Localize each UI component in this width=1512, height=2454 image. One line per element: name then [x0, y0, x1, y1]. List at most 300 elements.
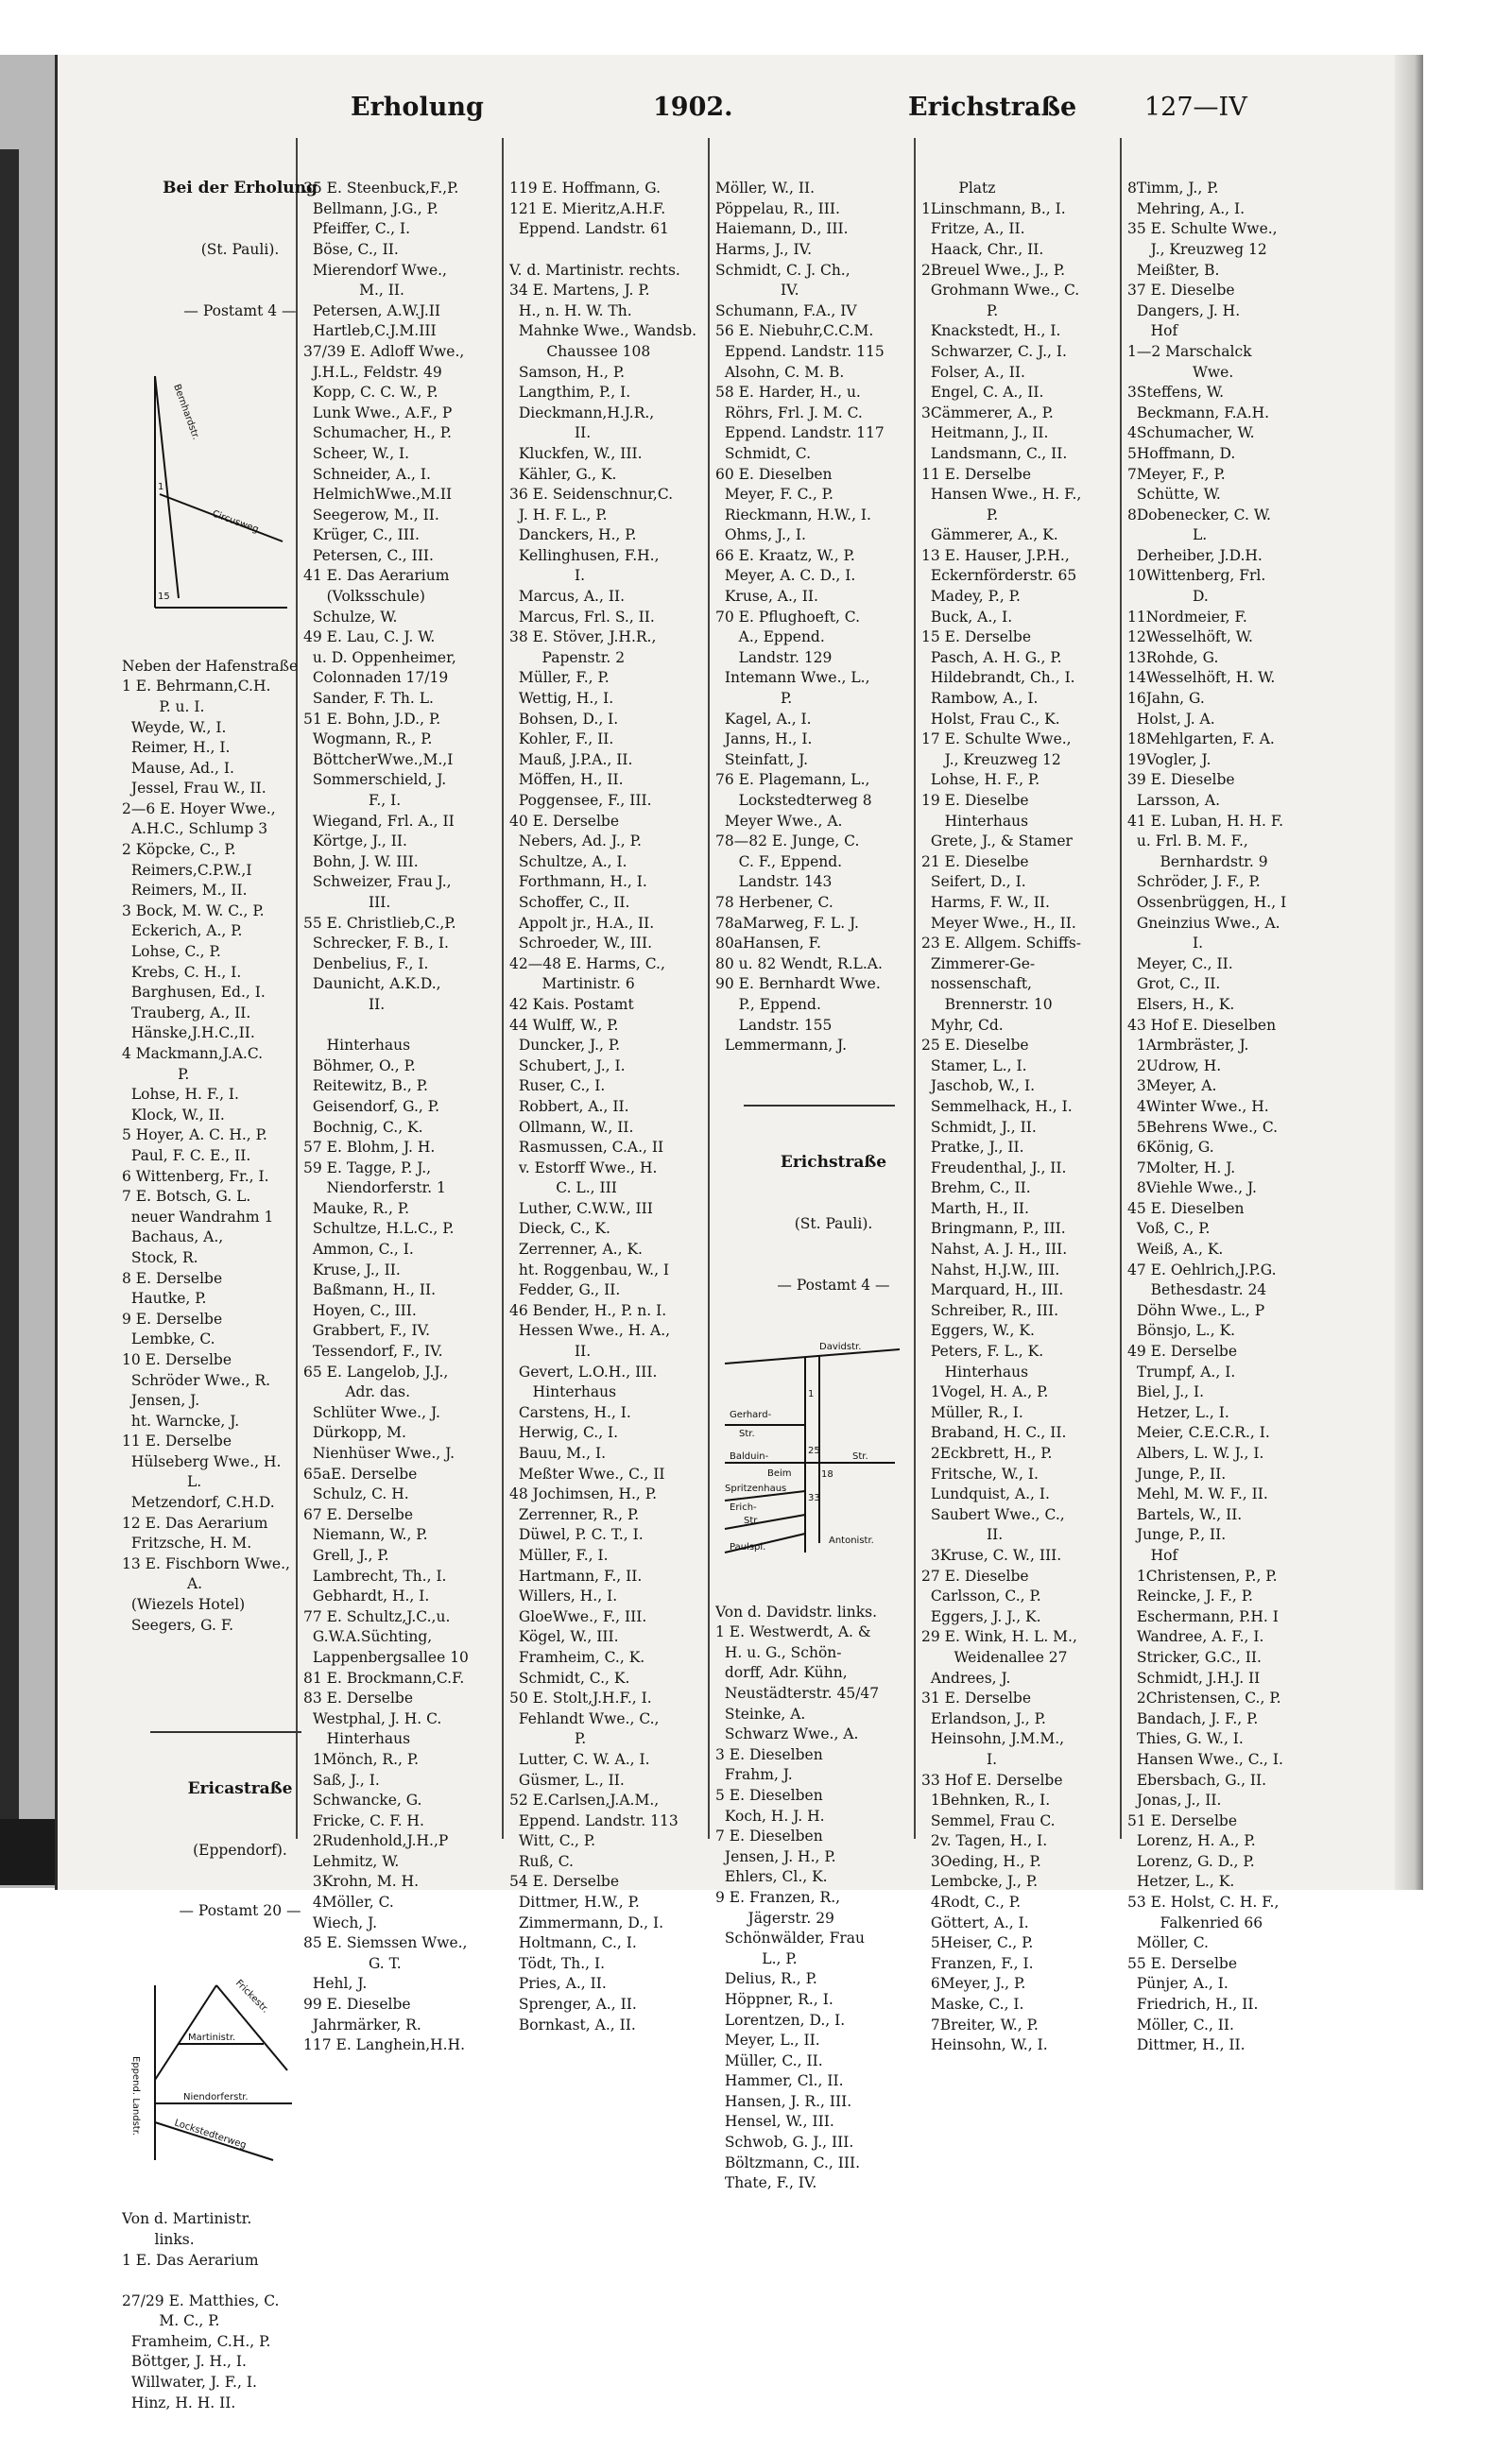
directory-entry: Schönwälder, Frau: [715, 1930, 865, 1948]
directory-entry: 8Timm, J., P.: [1127, 180, 1219, 197]
directory-entry: Wogmann, R., P.: [303, 730, 433, 748]
directory-entry: Bellmann, J.G., P.: [303, 199, 438, 217]
directory-entry: Eggers, W., K.: [921, 1322, 1035, 1340]
section-title: Erichstraße: [780, 1153, 887, 1173]
map-label: Martinistr.: [188, 2033, 236, 2044]
directory-entry: 31 E. Derselbe: [921, 1690, 1032, 1708]
directory-entry: Bethesdastr. 24: [1127, 1281, 1267, 1299]
directory-entry: (Wiezels Hotel): [122, 1596, 246, 1614]
directory-entry: Adr. das.: [303, 1383, 411, 1401]
directory-entry: Pratke, J., II.: [921, 1139, 1024, 1157]
directory-entry: Böttger, J. H., I.: [122, 2353, 247, 2371]
directory-entry: Holtmann, C., I.: [509, 1934, 637, 1952]
directory-entry: Neustädterstr. 45/47: [715, 1685, 880, 1702]
directory-entry: Dieckmann,H.J.R.,: [509, 403, 655, 421]
directory-entry: Eckernförderstr. 65: [921, 567, 1077, 585]
directory-entry: II.: [303, 995, 386, 1013]
directory-entry: III.: [303, 893, 391, 911]
directory-entry: 1Mönch, R., P.: [303, 1750, 420, 1768]
directory-entry: Marquard, H., III.: [921, 1281, 1064, 1299]
entries-block: [303, 179, 544, 2056]
directory-entry: 18Mehlgarten, F. A.: [1127, 730, 1275, 748]
directory-entry: Schumann, F.A., IV: [715, 301, 857, 319]
directory-entry: Framheim, C.H., P.: [122, 2332, 271, 2350]
directory-entry: Müller, F., P.: [509, 669, 610, 687]
directory-entry: 14Wesselhöft, H. W.: [1127, 669, 1276, 687]
directory-entry: Reimers,C.P.W.,I: [122, 861, 252, 879]
directory-entry: 42—48 E. Harms, C.,: [509, 954, 665, 972]
directory-entry: Brehm, C., II.: [921, 1179, 1031, 1197]
directory-entry: Willers, H., I.: [509, 1587, 618, 1605]
directory-entry: Müller, C., II.: [715, 2051, 823, 2069]
directory-entry: Eppend. Landstr. 113: [509, 1811, 679, 1829]
directory-entry: 35 E. Schulte Wwe.,: [1127, 220, 1278, 238]
directory-entry: Rasmussen, C.A., II: [509, 1139, 664, 1157]
directory-entry: Grete, J., & Stamer: [921, 832, 1073, 850]
directory-entry: Neben der Hafenstraße: [122, 657, 299, 675]
directory-entry: Meyer, C., II.: [1127, 954, 1233, 972]
directory-entry: Frahm, J.: [715, 1766, 793, 1784]
directory-entry: 49 E. Derselbe: [1127, 1343, 1238, 1361]
directory-entry: I.: [509, 567, 586, 585]
directory-entry: Lembcke, J., P.: [921, 1873, 1039, 1891]
directory-entry: Pasch, A. H. G., P.: [921, 648, 1062, 666]
directory-entry: Schweizer, Frau J.,: [303, 873, 452, 891]
directory-entry: Wandree, A. F., I.: [1127, 1628, 1264, 1646]
directory-entry: Döhn Wwe., L., P: [1127, 1301, 1265, 1319]
directory-entry: 4Möller, C.: [303, 1894, 394, 1912]
map-label: Str.: [852, 1451, 868, 1463]
directory-entry: Kellinghusen, F.H.,: [509, 546, 660, 564]
directory-entry: 7 E. Botsch, G. L.: [122, 1188, 251, 1206]
directory-entry: Martinistr. 6: [509, 975, 635, 993]
directory-entry: Wiech, J.: [303, 1913, 378, 1931]
directory-entry: 1Behnken, R., I.: [921, 1792, 1051, 1810]
directory-entry: 6 Wittenberg, Fr., I.: [122, 1167, 269, 1185]
directory-entry: A., Eppend.: [715, 628, 825, 646]
directory-entry: Semmelhack, H., I.: [921, 1097, 1073, 1115]
directory-entry: 9 E. Franzen, R.,: [715, 1888, 841, 1906]
directory-entry: 13 E. Fischborn Wwe.,: [122, 1554, 290, 1572]
directory-entry: Robbert, A., II.: [509, 1097, 629, 1115]
directory-entry: Colonnaden 17/19: [303, 669, 449, 687]
directory-entry: 34 E. Martens, J. P.: [509, 282, 650, 300]
directory-entry: Lundquist, A., I.: [921, 1485, 1050, 1503]
directory-entry: Schmidt, C.: [715, 444, 812, 462]
directory-entry: Landstr. 129: [715, 648, 833, 666]
directory-entry: Hansen Wwe., H. F.,: [921, 486, 1082, 504]
directory-entry: Ruß, C.: [509, 1852, 574, 1870]
directory-entry: 19Vogler, J.: [1127, 750, 1211, 768]
directory-entry: 40 E. Derselbe: [509, 812, 620, 830]
directory-entry: Hof: [1127, 322, 1178, 340]
directory-entry: 49 E. Lau, C. J. W.: [303, 628, 436, 646]
directory-entry: Appolt jr., H.A., II.: [509, 914, 655, 932]
section-rule: [744, 1105, 895, 1107]
directory-entry: Meyer Wwe., A.: [715, 812, 843, 830]
directory-entry: P.: [509, 1730, 587, 1748]
directory-entry: Fritsche, W., I.: [921, 1465, 1039, 1483]
directory-entry: 1 E. Das Aerarium: [122, 2251, 259, 2269]
directory-entry: Niemann, W., P.: [303, 1526, 428, 1544]
directory-entry: Mahnke Wwe., Wandsb.: [509, 322, 697, 340]
directory-entry: Krebs, C. H., I.: [122, 963, 242, 981]
directory-entry: I.: [1127, 935, 1204, 952]
map-label: 15: [158, 591, 170, 602]
directory-entry: Schlüter Wwe., J.: [303, 1403, 440, 1421]
directory-entry: 2 Köpcke, C., P.: [122, 841, 236, 859]
directory-entry: Harms, J., IV.: [715, 240, 812, 258]
directory-entry: 2Udrow, H.: [1127, 1056, 1222, 1074]
directory-entry: 81 E. Brockmann,C.F.: [303, 1669, 465, 1687]
directory-entry: V. d. Martinistr. rechts.: [509, 261, 680, 279]
directory-entry: Hetzer, L., K.: [1127, 1873, 1235, 1891]
directory-entry: Meßter Wwe., C., II: [509, 1465, 665, 1483]
directory-entry: Steinke, A.: [715, 1705, 806, 1723]
directory-entry: Ohms, J., I.: [715, 526, 806, 544]
directory-entry: Stock, R.: [122, 1248, 198, 1266]
directory-entry: 80 u. 82 Wendt, R.L.A.: [715, 954, 883, 972]
directory-entry: 1Armbräster, J.: [1127, 1037, 1249, 1055]
directory-entry: Gneinzius Wwe., A.: [1127, 914, 1280, 932]
directory-entry: Schulz, C. H.: [303, 1485, 409, 1503]
directory-entry: 2Eckbrett, H., P.: [921, 1445, 1053, 1462]
section-district: (Eppendorf).: [193, 1841, 287, 1859]
directory-entry: [303, 1016, 544, 1037]
column-4: [715, 138, 952, 2235]
directory-entry: Schumacher, H., P.: [303, 424, 452, 442]
directory-entry: Eppend. Landstr. 61: [509, 220, 669, 238]
directory-entry: 6König, G.: [1127, 1139, 1214, 1157]
directory-entry: 3Kruse, C. W., III.: [921, 1546, 1062, 1564]
entries-block: [1127, 179, 1383, 2056]
directory-entry: Meyer, L., II.: [715, 2032, 820, 2050]
directory-entry: Hensel, W., III.: [715, 2113, 834, 2131]
directory-entry: Göttert, A., I.: [921, 1913, 1029, 1931]
directory-entry: Weidenallee 27: [921, 1648, 1068, 1666]
directory-entry: C. L., III: [509, 1179, 617, 1197]
directory-entry: J. H. F. L., P.: [509, 506, 608, 523]
directory-entry: Güsmer, L., II.: [509, 1771, 625, 1789]
directory-entry: Böltzmann, C., III.: [715, 2154, 861, 2171]
directory-entry: 46 Bender, H., P. n. I.: [509, 1301, 667, 1319]
directory-entry: Petersen, C., III.: [303, 546, 434, 564]
directory-entry: Ammon, C., I.: [303, 1241, 414, 1259]
directory-entry: 59 E. Tagge, P. J.,: [303, 1158, 432, 1176]
directory-entry: 35 E. Steenbuck,F.,P.: [303, 180, 459, 197]
directory-entry: 1 E. Westwerdt, A. &: [715, 1623, 871, 1641]
directory-entry: 5Behrens Wwe., C.: [1127, 1118, 1279, 1136]
directory-entry: A.: [122, 1575, 203, 1593]
directory-entry: 119 E. Hoffmann, G.: [509, 180, 662, 197]
page-edge: [1395, 55, 1423, 1890]
directory-entry: Bönsjo, L., K.: [1127, 1322, 1236, 1340]
directory-entry: Falkenried 66: [1127, 1913, 1263, 1931]
directory-entry: F., I.: [303, 792, 402, 809]
directory-entry: 19 E. Dieselbe: [921, 792, 1029, 809]
header-left-street: Erholung: [351, 93, 484, 122]
scan-shadow: [0, 149, 19, 1850]
directory-entry: 121 E. Mieritz,A.H.F.: [509, 199, 666, 217]
directory-entry: 58 E. Harder, H., u.: [715, 384, 861, 402]
directory-entry: Nahst, H.J.W., III.: [921, 1261, 1060, 1278]
directory-entry: Kohler, F., II.: [509, 730, 614, 748]
directory-entry: Hinz, H. H. II.: [122, 2394, 236, 2411]
directory-entry: 5Heiser, C., P.: [921, 1934, 1034, 1952]
directory-entry: BöttcherWwe.,M.,I: [303, 750, 454, 768]
directory-entry: 8Viehle Wwe., J.: [1127, 1179, 1257, 1197]
directory-entry: Meier, C.E.C.R., I.: [1127, 1424, 1270, 1442]
directory-entry: 85 E. Siemssen Wwe.,: [303, 1934, 468, 1952]
directory-entry: Mierendorf Wwe.,: [303, 261, 447, 279]
directory-entry: Elsers, H., K.: [1127, 995, 1235, 1013]
directory-entry: Ruser, C., I.: [509, 1077, 606, 1095]
directory-entry: Saß, J., I.: [303, 1771, 380, 1789]
directory-entry: Lambrecht, Th., I.: [303, 1567, 447, 1585]
directory-entry: 12 E. Das Aerarium: [122, 1514, 268, 1532]
directory-entry: Schwarzer, C. J., I.: [921, 342, 1067, 360]
directory-entry: 8 E. Derselbe: [122, 1269, 223, 1287]
directory-entry: Hinterhaus: [303, 1037, 411, 1055]
directory-entry: Hinterhaus: [509, 1383, 617, 1401]
map-label: Frickestr.: [232, 1978, 271, 2016]
directory-entry: Franzen, F., I.: [921, 1954, 1034, 1972]
directory-entry: Schmidt, J., II.: [921, 1118, 1037, 1136]
directory-entry: J., Kreuzweg 12: [921, 750, 1061, 768]
directory-entry: Hartleb,C.J.M.III: [303, 322, 437, 340]
directory-entry: Pfeiffer, C., I.: [303, 220, 411, 238]
map-label: 1: [808, 1389, 815, 1400]
directory-entry: Schultze, A., I.: [509, 852, 627, 870]
map-label: Circusweg: [210, 508, 261, 535]
directory-entry: Grabbert, F., IV.: [303, 1322, 431, 1340]
directory-entry: Jaschob, W., I.: [921, 1077, 1036, 1095]
directory-entry: II.: [921, 1526, 1004, 1544]
directory-entry: Bochnig, C., K.: [303, 1118, 423, 1136]
entries-block: [921, 179, 1158, 2056]
directory-entry: Lehmitz, W.: [303, 1852, 400, 1870]
directory-entry: II.: [509, 424, 592, 442]
directory-entry: P.: [122, 1065, 190, 1083]
directory-entry: J.H.L., Feldstr. 49: [303, 363, 442, 381]
directory-entry: Kögel, W., III.: [509, 1628, 619, 1646]
directory-entry: Schultze, H.L.C., P.: [303, 1220, 455, 1238]
directory-entry: 1 E. Behrmann,C.H.: [122, 678, 271, 695]
directory-entry: neuer Wandrahm 1: [122, 1208, 274, 1226]
directory-entry: Mehring, A., I.: [1127, 199, 1246, 217]
directory-entry: Petersen, A.W.J.II: [303, 301, 440, 319]
directory-entry: 1—2 Marschalck: [1127, 342, 1252, 360]
directory-entry: Pries, A., II.: [509, 1975, 607, 1993]
directory-entry: Kopp, C. C. W., P.: [303, 384, 438, 402]
directory-entry: Hänske,J.H.C.,II.: [122, 1024, 255, 1042]
directory-entry: Reimers, M., II.: [122, 882, 248, 900]
directory-entry: Reincke, J. F., P.: [1127, 1587, 1253, 1605]
directory-entry: Sander, F. Th. L.: [303, 690, 434, 708]
directory-entry: Sommerschield, J.: [303, 771, 447, 789]
directory-entry: u. D. Oppenheimer,: [303, 648, 456, 666]
directory-entry: 53 E. Holst, C. H. F.,: [1127, 1894, 1280, 1912]
directory-entry: Grohmann Wwe., C.: [921, 282, 1080, 300]
directory-entry: Framheim, C., K.: [509, 1648, 645, 1666]
page-number: 127—IV: [1144, 93, 1247, 122]
directory-entry: 3Meyer, A.: [1127, 1077, 1217, 1095]
page-header: [58, 93, 1381, 140]
directory-entry: 52 E.Carlsen,J.A.M.,: [509, 1792, 660, 1810]
section-title: Ericastraße: [187, 1778, 293, 1798]
directory-entry: Nahst, A. J. H., III.: [921, 1241, 1068, 1259]
directory-entry: Harms, F. W., II.: [921, 893, 1050, 911]
directory-entry: 17 E. Schulte Wwe.,: [921, 730, 1072, 748]
directory-entry: Brennerstr. 10: [921, 995, 1053, 1013]
directory-entry: Schreiber, R., III.: [921, 1301, 1059, 1319]
directory-entry: Eckerich, A., P.: [122, 922, 243, 940]
directory-entry: Lockstedterweg 8: [715, 792, 872, 809]
directory-entry: Landstr. 155: [715, 1016, 833, 1034]
directory-entry: 66 E. Kraatz, W., P.: [715, 546, 855, 564]
directory-entry: 80aHansen, F.: [715, 935, 821, 952]
directory-entry: Willwater, J. F., I.: [122, 2374, 257, 2392]
directory-entry: 1Linschmann, B., I.: [921, 199, 1066, 217]
directory-entry: G. T.: [303, 1954, 402, 1972]
directory-entry: Schmidt, C., K.: [509, 1669, 630, 1687]
directory-entry: 3Steffens, W.: [1127, 384, 1225, 402]
directory-entry: 54 E. Derselbe: [509, 1873, 620, 1891]
directory-entry: Seegers, G. F.: [122, 1616, 234, 1634]
directory-entry: Friedrich, H., II.: [1127, 1996, 1259, 2014]
directory-entry: G.W.A.Süchting,: [303, 1628, 433, 1646]
directory-entry: Luther, C.W.W., III: [509, 1199, 653, 1217]
directory-entry: 8Dobenecker, C. W.: [1127, 506, 1271, 523]
directory-entry: Rambow, A., I.: [921, 690, 1039, 708]
directory-entry: Dieck, C., K.: [509, 1220, 610, 1238]
directory-entry: Wettig, H., I.: [509, 690, 614, 708]
directory-entry: Wwe.: [1127, 363, 1234, 381]
directory-entry: Meißter, B.: [1127, 261, 1220, 279]
directory-entry: Hartmann, F., II.: [509, 1567, 643, 1585]
directory-entry: Schröder, J. F., P.: [1127, 873, 1261, 891]
directory-entry: Hehl, J.: [303, 1975, 368, 1993]
directory-entry: Dittmer, H., II.: [1127, 2036, 1246, 2054]
directory-entry: 10 E. Derselbe: [122, 1350, 232, 1368]
directory-entry: Paul, F. C. E., II.: [122, 1146, 251, 1164]
map-label: Str.: [739, 1429, 755, 1440]
directory-entry: 41 E. Luban, H. H. F.: [1127, 812, 1284, 830]
directory-entry: Röhrs, Frl. J. M. C.: [715, 403, 863, 421]
map-label: 18: [821, 1469, 833, 1481]
directory-entry: Intemann Wwe., L.,: [715, 669, 870, 687]
directory-page: [55, 55, 1423, 2411]
directory-entry: P. u. I.: [122, 697, 205, 715]
directory-entry: Pöppelau, R., III.: [715, 199, 840, 217]
directory-entry: Hammer, Cl., II.: [715, 2072, 844, 2090]
directory-entry: Hinterhaus: [921, 812, 1029, 830]
directory-entry: Meyer, F. C., P.: [715, 486, 833, 504]
directory-entry: Thies, G. W., I.: [1127, 1730, 1244, 1748]
directory-entry: Carlsson, C., P.: [921, 1587, 1041, 1605]
directory-entry: Thate, F., IV.: [715, 2174, 817, 2192]
directory-entry: Düwel, P. C. T., I.: [509, 1526, 644, 1544]
directory-entry: 36 E. Seidenschnur,C.: [509, 486, 674, 504]
directory-entry: Janns, H., I.: [715, 730, 813, 748]
directory-entry: Trauberg, A., II.: [122, 1004, 251, 1021]
directory-entry: Fritze, A., II.: [921, 220, 1025, 238]
directory-entry: Schmidt, J.H.J. II: [1127, 1669, 1261, 1687]
directory-entry: Holst, J. A.: [1127, 710, 1215, 728]
directory-entry: M. C., P.: [122, 2312, 220, 2330]
street-map-erichstrasse: [715, 1340, 904, 1557]
directory-entry: Bringmann, P., III.: [921, 1220, 1066, 1238]
directory-entry: Meyer Wwe., H., II.: [921, 914, 1076, 932]
directory-entry: Niendorferstr. 1: [303, 1179, 446, 1197]
map-label: Spritzenhaus: [725, 1484, 787, 1495]
directory-entry: 3 E. Dieselben: [715, 1745, 823, 1763]
directory-entry: Ollmann, W., II.: [509, 1118, 634, 1136]
directory-entry: Böhmer, O., P.: [303, 1056, 416, 1074]
directory-entry: 3 Bock, M. W. C., P.: [122, 901, 265, 919]
directory-entry: Voß, C., P.: [1127, 1220, 1211, 1238]
directory-entry: 67 E. Derselbe: [303, 1505, 414, 1523]
directory-entry: 83 E. Derselbe: [303, 1690, 414, 1708]
directory-entry: L.: [1127, 526, 1208, 544]
directory-entry: Eschermann, P.H. I: [1127, 1607, 1279, 1625]
directory-entry: Tessendorf, F., IV.: [303, 1343, 443, 1361]
directory-entry: 7Meyer, F., P.: [1127, 465, 1226, 483]
directory-entry: Zerrenner, A., K.: [509, 1241, 643, 1259]
directory-entry: Hautke, P.: [122, 1290, 207, 1308]
directory-entry: 2Rudenhold,J.H.,P: [303, 1832, 449, 1850]
directory-entry: Schröder Wwe., R.: [122, 1371, 271, 1389]
directory-entry: Sprenger, A., II.: [509, 1996, 637, 2014]
directory-entry: Folser, A., II.: [921, 363, 1025, 381]
directory-entry: Engel, C. A., II.: [921, 384, 1044, 402]
directory-entry: Von d. Martinistr.: [122, 2210, 252, 2228]
directory-entry: Möffen, H., II.: [509, 771, 624, 789]
directory-entry: 11 E. Derselbe: [921, 465, 1032, 483]
map-label: 1: [158, 481, 164, 492]
map-label: Paulspl.: [730, 1542, 766, 1553]
directory-entry: Hetzer, L., I.: [1127, 1403, 1229, 1421]
directory-entry: Möller, C.: [1127, 1934, 1209, 1952]
directory-entry: Bartels, W., II.: [1127, 1505, 1243, 1523]
directory-entry: Reimer, H., I.: [122, 739, 231, 757]
section-postamt: — Postamt 20 —: [179, 1902, 301, 1920]
directory-entry: Holst, Frau C., K.: [921, 710, 1060, 728]
directory-entry: dorff, Adr. Kühn,: [715, 1664, 848, 1682]
directory-entry: IV.: [715, 282, 799, 300]
directory-entry: Kluckfen, W., III.: [509, 444, 643, 462]
directory-entry: Heinsohn, J.M.M.,: [921, 1730, 1065, 1748]
directory-entry: Schütte, W.: [1127, 486, 1221, 504]
directory-entry: Hansen, J. R., III.: [715, 2092, 852, 2110]
directory-entry: 1Christensen, P., P.: [1127, 1567, 1278, 1585]
directory-entry: Nebers, Ad. J., P.: [509, 832, 642, 850]
directory-entry: 56 E. Niebuhr,C.C.M.: [715, 322, 874, 340]
directory-entry: Danckers, H., P.: [509, 526, 637, 544]
header-right-street: Erichstraße: [908, 93, 1077, 122]
column-5: [921, 138, 1158, 2097]
directory-entry: Kagel, A., I.: [715, 710, 812, 728]
directory-entry: Forthmann, H., I.: [509, 873, 647, 891]
directory-entry: 4Winter Wwe., H.: [1127, 1097, 1269, 1115]
directory-entry: v. Estorff Wwe., H.: [509, 1158, 658, 1176]
directory-entry: L., P.: [715, 1949, 798, 1967]
directory-entry: Barghusen, Ed., I.: [122, 984, 266, 1002]
directory-entry: Hof: [1127, 1546, 1178, 1564]
section-title: Bei der Erholung: [163, 179, 318, 198]
directory-entry: Hülseberg Wwe., H.: [122, 1452, 282, 1470]
directory-entry: Kähler, G., K.: [509, 465, 617, 483]
